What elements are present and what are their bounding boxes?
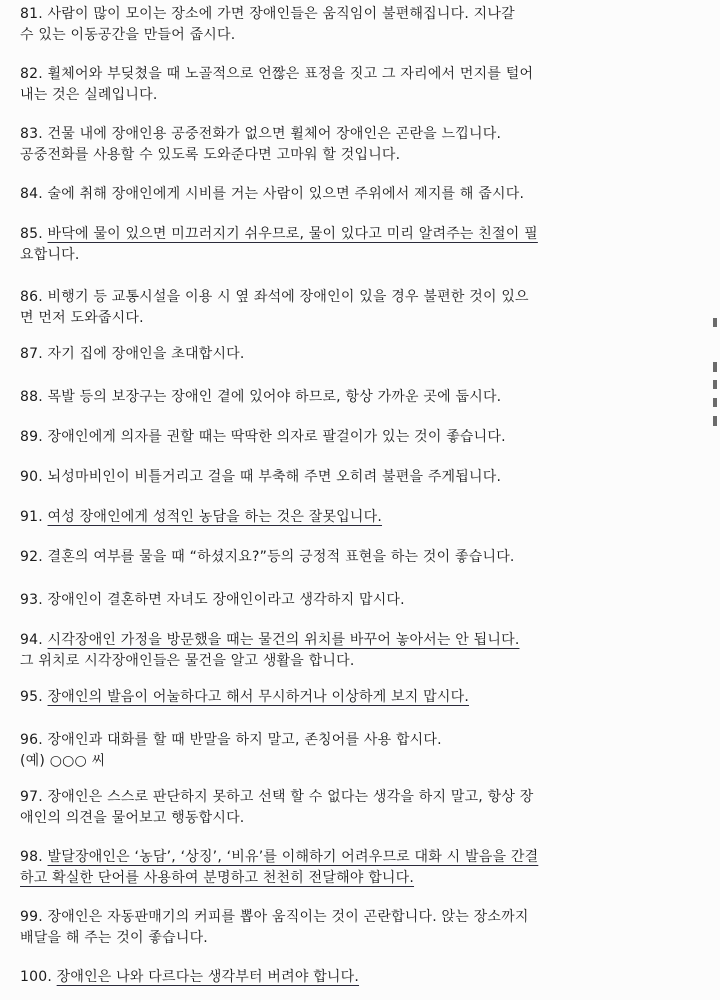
item-text: 사람이 많이 모이는 장소에 가면 장애인들은 움직임이 불편해집니다. 지나갈 <box>47 6 515 22</box>
item-text: 비행기 등 교통시설을 이용 시 옆 좌석에 장애인이 있을 경우 불편한 것이 있으 <box>47 289 529 305</box>
item-text: 배달을 해 주는 것이 좋습니다. <box>20 930 208 946</box>
list-item-100 <box>20 967 710 988</box>
item-number: 87. <box>20 346 43 362</box>
list-item-93 <box>20 590 710 611</box>
item-text: 장애인에게 의자를 권할 때는 딱딱한 의자로 팔걸이가 있는 것이 좋습니다. <box>47 429 506 445</box>
list-item-99 <box>20 907 710 949</box>
item-text: 장애인과 대화를 할 때 반말을 하지 말고, 존칭어를 사용 합시다. <box>47 732 442 748</box>
list-item-90 <box>20 467 710 488</box>
item-text: 수 있는 이동공간을 만들어 줍시다. <box>20 27 236 43</box>
item-number: 98. <box>20 849 43 865</box>
item-text: 공중전화를 사용할 수 있도록 도와준다면 고마워 할 것입니다. <box>20 147 401 163</box>
item-number: 93. <box>20 592 43 608</box>
item-text: 장애인은 자동판매기의 커피를 뽑아 움직이는 것이 곤란합니다. 앉는 장소까지 <box>47 909 529 925</box>
margin-scan-mark <box>713 416 717 426</box>
item-number: 83. <box>20 126 43 142</box>
item-number: 92. <box>20 549 43 565</box>
item-number: 99. <box>20 909 43 925</box>
list-item-87 <box>20 344 710 365</box>
list-item-89 <box>20 427 710 448</box>
item-text: 목발 등의 보장구는 장애인 곁에 있어야 하므로, 항상 가까운 곳에 둡시다. <box>47 389 502 405</box>
item-number: 81. <box>20 6 43 22</box>
item-number: 82. <box>20 66 43 82</box>
list-item-94 <box>20 630 710 672</box>
item-text: 애인의 의견을 물어보고 행동합시다. <box>20 810 245 826</box>
item-text: 내는 것은 실례입니다. <box>20 87 158 103</box>
list-item-86 <box>20 287 710 329</box>
item-number: 86. <box>20 289 43 305</box>
item-text-underlined: 발달장애인은 ‘농담’, ‘상징’, ‘비유’를 이해하기 어려우므로 대화 시 발음을 간결 <box>47 849 539 865</box>
item-text-underlined: 여성 장애인에게 성적인 농담을 하는 것은 잘못입니다. <box>47 509 383 525</box>
list-item-91 <box>20 507 710 528</box>
item-number: 97. <box>20 789 43 805</box>
list-item-95 <box>20 687 710 708</box>
list-item-97 <box>20 787 710 829</box>
item-text: 요합니다. <box>20 247 80 263</box>
list-item-96 <box>20 730 710 772</box>
item-number: 95. <box>20 689 43 705</box>
item-text: 장애인이 결혼하면 자녀도 장애인이라고 생각하지 맙시다. <box>47 592 405 608</box>
item-text: 술에 취해 장애인에게 시비를 거는 사람이 있으면 주위에서 제지를 해 줍시다. <box>47 186 525 202</box>
margin-scan-mark <box>713 318 717 327</box>
item-number: 84. <box>20 186 43 202</box>
item-text-underlined: 장애인의 발음이 어눌하다고 해서 무시하거나 이상하게 보지 맙시다. <box>47 689 470 705</box>
item-text-underlined: 바닥에 물이 있으면 미끄러지기 쉬우므로, 물이 있다고 미리 알려주는 친절이 필 <box>47 226 538 242</box>
margin-scan-mark <box>713 362 717 372</box>
item-text: 장애인은 스스로 판단하지 못하고 선택 할 수 없다는 생각을 하지 말고, 항상 장 <box>47 789 534 805</box>
margin-scan-mark <box>713 380 717 389</box>
list-item-88 <box>20 387 710 408</box>
list-item-82 <box>20 64 710 106</box>
item-text: 그 위치로 시각장애인들은 물건을 알고 생활을 합니다. <box>20 653 355 669</box>
item-text: 건물 내에 장애인용 공중전화가 없으면 휠체어 장애인은 곤란을 느낍니다. <box>47 126 502 142</box>
item-text: 자기 집에 장애인을 초대합시다. <box>47 346 245 362</box>
item-number: 91. <box>20 509 43 525</box>
list-item-85 <box>20 224 710 266</box>
list-item-98 <box>20 847 710 889</box>
item-text-underlined: 시각장애인 가정을 방문했을 때는 물건의 위치를 바꾸어 놓아서는 안 됩니다. <box>47 632 520 648</box>
margin-scan-mark <box>713 398 717 407</box>
item-text: 면 먼저 도와줍시다. <box>20 310 144 326</box>
list-item-84 <box>20 184 710 205</box>
list-item-83 <box>20 124 710 166</box>
item-text: 휠체어와 부딪쳤을 때 노골적으로 언짢은 표정을 짓고 그 자리에서 먼지를 털어 <box>47 66 534 82</box>
item-text-underlined: 장애인은 나와 다르다는 생각부터 버려야 합니다. <box>56 969 360 985</box>
item-number: 94. <box>20 632 43 648</box>
item-number: 96. <box>20 732 43 748</box>
item-number: 89. <box>20 429 43 445</box>
item-text: (예) ○○○ 씨 <box>20 753 106 769</box>
list-item-81 <box>20 4 710 46</box>
item-number: 90. <box>20 469 43 485</box>
item-number: 85. <box>20 226 43 242</box>
item-text-underlined: 하고 확실한 단어를 사용하여 분명하고 천천히 전달해야 합니다. <box>20 870 415 886</box>
item-text: 뇌성마비인이 비틀거리고 걸을 때 부축해 주면 오히려 불편을 주게됩니다. <box>47 469 502 485</box>
item-number: 100. <box>20 969 52 985</box>
item-text: 결혼의 여부를 물을 때 “하셨지요?”등의 긍정적 표현을 하는 것이 좋습니다. <box>47 549 515 565</box>
item-number: 88. <box>20 389 43 405</box>
list-item-92 <box>20 547 710 568</box>
